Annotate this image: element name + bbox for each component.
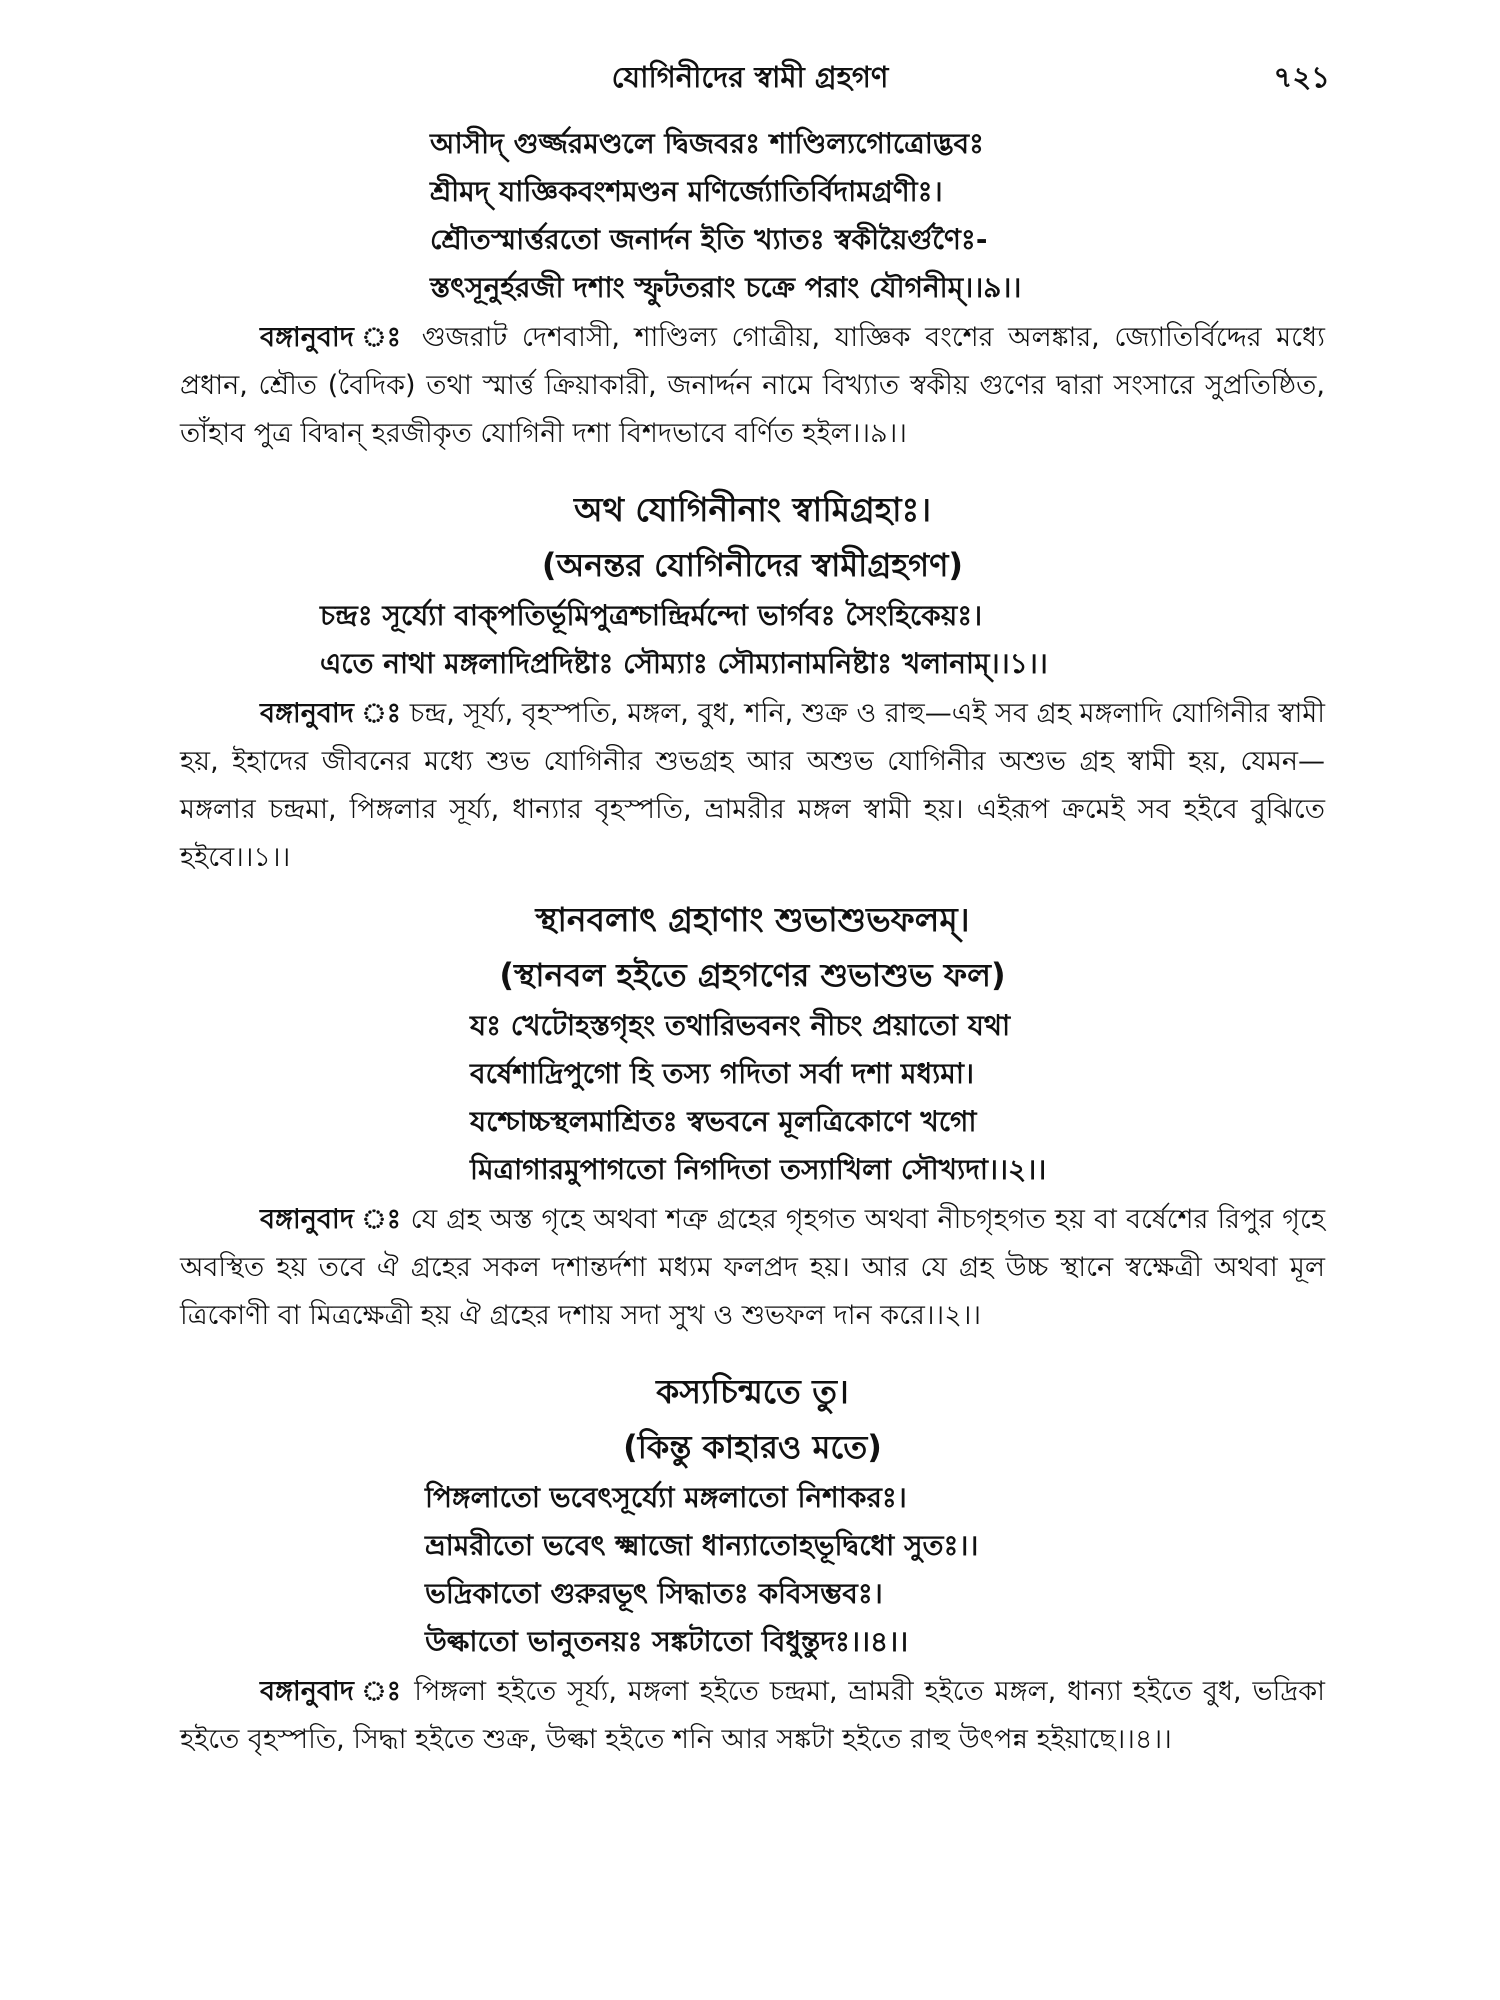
verse-line: চন্দ্রঃ সূর্য্যো বাক্‌পতির্ভূমিপুত্রশ্চান্দ্রির্মন্দো ভার্গবঃ সৈংহিকেয়ঃ। xyxy=(320,599,983,632)
translation-paragraph xyxy=(180,1196,1325,1340)
translation-paragraph xyxy=(180,314,1325,458)
verse-line: পিঙ্গলাতো ভবেৎসূর্য্যো মঙ্গলাতো নিশাকরঃ। xyxy=(425,1481,907,1514)
translation-label: বঙ্গানুবাদ ঃ xyxy=(260,698,402,729)
translation-label: বঙ্গানুবাদ ঃ xyxy=(260,1204,402,1235)
verse-line: ভদ্রিকাতো গুরুরভূৎ সিদ্ধাতঃ কবিসম্ভবঃ। xyxy=(425,1577,883,1610)
verse-line: স্তৎসূনুর্হরজী দশাং স্ফুটতরাং চক্রে পরাং যৌগনীম্।।৯।। xyxy=(430,271,1022,304)
verse-line: উল্কাতো ভানুতনয়ঃ সঙ্কটাতো বিধুন্তুদঃ।।৪।। xyxy=(425,1625,909,1658)
page-content xyxy=(180,120,1325,1774)
section-heading: কস্যচিন্মতে তু। xyxy=(656,1372,849,1411)
verse-line: আসীদ্ গুর্জ্জরমণ্ডলে দ্বিজবরঃ শাণ্ডিল্যগোত্রোদ্ভবঃ xyxy=(430,127,984,160)
verse-block-2 xyxy=(180,1002,1325,1194)
translation-text: পিঙ্গলা হইতে সূর্য্য, মঙ্গলা হইতে চন্দ্রমা, ভ্রামরী হইতে মঙ্গল, ধান্যা হইতে বুধ, ভদ্রিকা হইতে বৃহস্পতি, সিদ্ধা হইতে শুক্র, উল্কা হইতে শনি আর সঙ্কটা হইতে রাহু উৎপন্ন হইয়াছে।।৪।। xyxy=(180,1676,1325,1755)
translation-label: বঙ্গানুবাদ ঃ xyxy=(260,1676,404,1707)
verse-line: মিত্রাগারমুপাগতো নিগদিতা তস্যাখিলা সৌখ্যদা।।২।। xyxy=(470,1153,1047,1186)
translation-text: গুজরাট দেশবাসী, শাণ্ডিল্য গোত্রীয়, যাজ্ঞিক বংশের অলঙ্কার, জ্যোতির্বিদ্দের মধ্যে প্রধান, শ্রৌত (বৈদিক) তথা স্মার্ত্ত ক্রিয়াকারী, জনার্দ্দন নামে বিখ্যাত স্বকীয় গুণের দ্বারা সংসারে সুপ্রতিষ্ঠিত, তাঁহাব পুত্র বিদ্বান্ হরজীকৃত যোগিনী দশা বিশদভাবে বর্ণিত হইল।।৯।। xyxy=(180,322,1325,449)
verse-line: যশ্চোচ্চস্থলমাশ্রিতঃ স্বভবনে মূলত্রিকোণে খগো xyxy=(470,1105,977,1138)
section-subheading: (স্থানবল হইতে গ্রহগণের শুভাশুভ ফল) xyxy=(499,956,1006,994)
section-subheading: (অনন্তর যোগিনীদের স্বামীগ্রহগণ) xyxy=(541,546,964,584)
page-number: ৭২১ xyxy=(1273,60,1330,94)
verse-block-9 xyxy=(180,120,1325,312)
verse-block-4 xyxy=(180,1474,1325,1666)
translation-paragraph xyxy=(180,690,1325,882)
verse-line: যঃ খেটোহস্তগৃহং তথারিভবনং নীচং প্রয়াতো যথা xyxy=(470,1009,1011,1042)
running-title: যোগিনীদের স্বামী গ্রহগণ xyxy=(611,60,889,94)
verse-block-1 xyxy=(180,592,1325,688)
translation-label: বঙ্গানুবাদ ঃ xyxy=(260,322,408,353)
section-heading: অথ যোগিনীনাং স্বামিগ্রহাঃ। xyxy=(573,490,931,529)
verse-line: শ্রৌতস্মার্ত্তরতো জনার্দন ইতি খ্যাতঃ স্বকীয়ৈর্গুণৈঃ- xyxy=(430,223,988,256)
section-subheading: (কিন্তু কাহারও মতে) xyxy=(623,1428,882,1466)
translation-text: যে গ্রহ অস্ত গৃহে অথবা শত্রু গ্রহের গৃহগত অথবা নীচগৃহগত হয় বা বর্ষেশের রিপুর গৃহে অবস্থিত হয় তবে ঐ গ্রহের সকল দশান্তর্দশা মধ্যম ফলপ্রদ হয়। আর যে গ্রহ উচ্চ স্থানে স্বক্ষেত্রী অথবা মূল ত্রিকোণী বা মিত্রক্ষেত্রী হয় ঐ গ্রহের দশায় সদা সুখ ও শুভফল দান করে।।২।। xyxy=(180,1204,1325,1331)
verse-line: বর্ষেশাদ্রিপুগো হি তস্য গদিতা সর্বা দশা মধ্যমা। xyxy=(470,1057,974,1090)
translation-text: চন্দ্র, সূর্য্য, বৃহস্পতি, মঙ্গল, বুধ, শনি, শুক্র ও রাহু—এই সব গ্রহ মঙ্গলাদি যোগিনীর স্বামী হয়, ইহাদের জীবনের মধ্যে শুভ যোগিনীর শুভগ্রহ আর অশুভ যোগিনীর অশুভ গ্রহ স্বামী হয়, যেমন— মঙ্গলার চন্দ্রমা, পিঙ্গলার সূর্য্য, ধান্যার বৃহস্পতি, ভ্রামরীর মঙ্গল স্বামী হয়। এইরূপ ক্রমেই সব হইবে বুঝিতে হইবে।।১।। xyxy=(180,698,1325,873)
verse-line: এতে নাথা মঙ্গলাদিপ্রদিষ্টাঃ সৌম্যাঃ সৌম্যানামনিষ্টাঃ খলানাম্।।১।। xyxy=(320,647,1048,680)
verse-line: ভ্রামরীতো ভবেৎ ক্ষ্মাজো ধান্যাতোহভূদ্বিধো সুতঃ।। xyxy=(425,1529,979,1562)
section-heading: স্থানবলাৎ গ্রহাণাং শুভাশুভফলম্। xyxy=(535,900,970,939)
translation-paragraph xyxy=(180,1668,1325,1764)
verse-line: শ্রীমদ্ যাজ্ঞিকবংশমণ্ডন মণির্জ্যোতির্বিদামগ্রণীঃ। xyxy=(430,175,943,208)
